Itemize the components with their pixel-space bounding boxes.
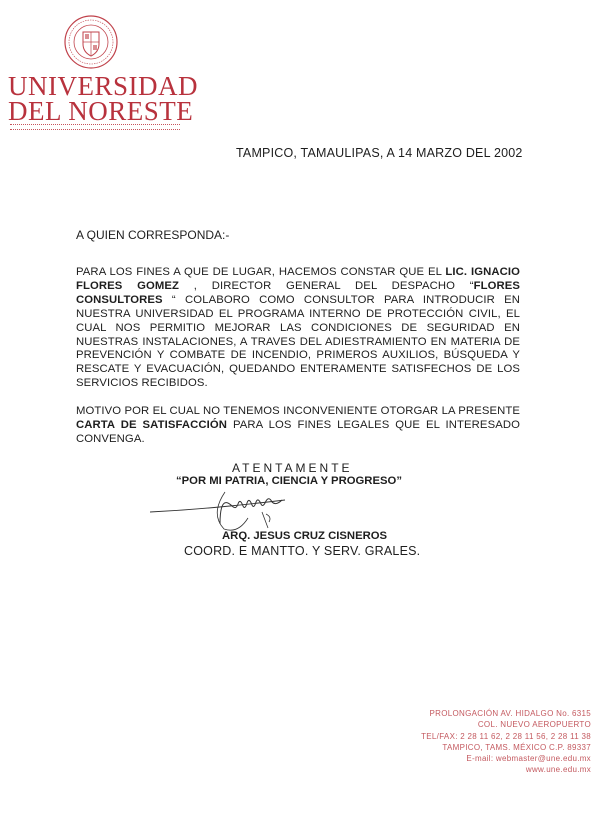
firm-name: FLORES CONSULTORES: [76, 279, 520, 306]
signer-name: ARQ. JESUS CRUZ CISNEROS: [222, 530, 388, 542]
university-name-line1: UNIVERSIDAD: [8, 71, 198, 101]
footer-line: PROLONGACIÓN AV. HIDALGO No. 6315: [429, 709, 591, 718]
footer-website: www.une.edu.mx: [525, 765, 591, 775]
paragraph1-text-2: , DIRECTOR GENERAL DEL DESPACHO “: [179, 279, 474, 292]
closing: ATENTAMENTE: [232, 461, 353, 475]
university-name: [8, 71, 198, 126]
paragraph1-text-1: PARA LOS FINES A QUE DE LUGAR, HACEMOS CONSTAR QUE EL: [76, 266, 446, 278]
university-name-line2: DEL NORESTE: [8, 96, 194, 126]
paragraph2-text-2: PARA LOS FINES LEGALES QUE EL INTERESADO CONVENGA.: [76, 418, 520, 445]
footer-line: TEL/FAX: 2 28 11 62, 2 28 11 56, 2 28 11 38: [421, 731, 591, 741]
footer-address: [421, 708, 591, 776]
signer-title: COORD. E MANTTO. Y SERV. GRALES.: [184, 544, 421, 558]
paragraph2-text-1: MOTIVO POR EL CUAL NO TENEMOS INCONVENIENTE OTORGAR LA PRESENTE: [76, 405, 520, 417]
footer-line: COL. NUEVO AEROPUERTO: [477, 720, 591, 730]
body-paragraph-2: [76, 405, 520, 447]
paragraph1-text-3: “ COLABORO COMO CONSULTOR PARA INTRODUCIR EN NUESTRA UNIVERSIDAD EL PROGRAMA INTERNO DE PROTECCIÓN CIVIL, EL CUAL NOS PERMITIO MEJORAR LAS CONDICIONES DE SEGURIDAD EN NUESTRAS INSTALACIONES, A TRAVES DEL ADIESTRAMIENTO EN MATERIA DE PREVENCIÓN Y COMBATE DE INCENDIO, PRIMEROS AUXILIOS, BÚSQUEDA Y RESCATE Y EVACUACIÓN, QUEDANDO ENTERAMENTE SATISFECHOS DE LOS SERVICIOS RECIBIDOS.: [76, 293, 520, 390]
greeting: A QUIEN CORRESPONDA:-: [76, 228, 230, 242]
letter-type: CARTA DE SATISFACCIÓN: [76, 418, 228, 431]
letterhead-rule: [10, 124, 180, 130]
footer-line: TAMPICO, TAMS. MÉXICO C.P. 89337: [442, 742, 591, 752]
body-paragraph-1: [76, 266, 520, 391]
university-seal-logo: [62, 14, 120, 70]
university-motto: “POR MI PATRIA, CIENCIA Y PROGRESO”: [176, 475, 402, 487]
consultant-name: LIC. IGNACIO FLORES GOMEZ: [76, 266, 520, 292]
letter-date: TAMPICO, TAMAULIPAS, A 14 MARZO DEL 2002: [236, 146, 523, 160]
footer-email: E-mail: webmaster@une.edu.mx: [466, 754, 591, 764]
handwritten-signature: [150, 484, 290, 534]
